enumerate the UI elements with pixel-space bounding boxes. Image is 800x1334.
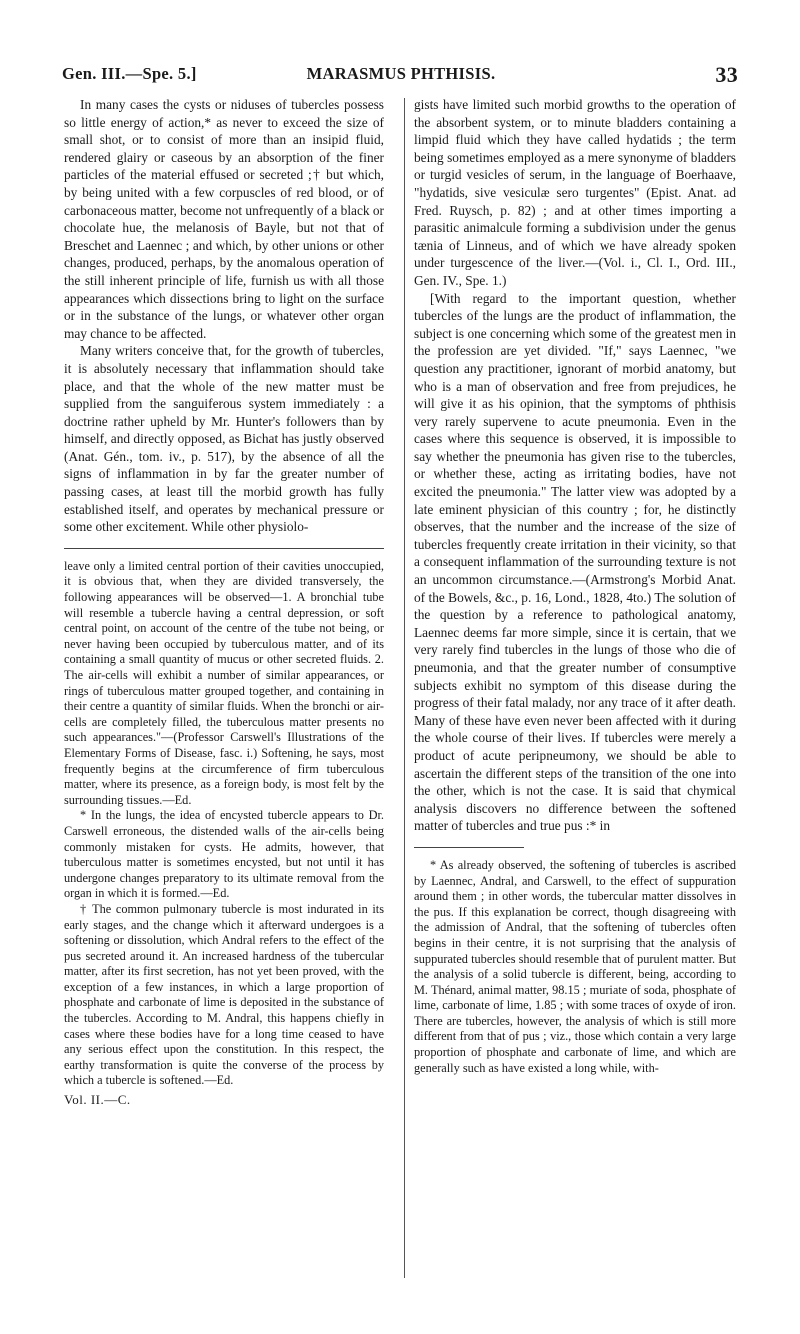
- running-head: [62, 62, 740, 86]
- body-paragraph: [With regard to the important question, whether tubercles of the lungs are the product of inflammation, the subject is one concerning which some of the greatest men in the profession are yet divided. "If," says Laennec, "we question any practitioner, ignorant of morbid anatomy, but who is a man of observation and free from prejudices, he will give it as his opinion, that the symptoms of phthisis very rarely supervene to acute pneumonia. Even in the cases where this sequence is observed, it is impossible to say whether the pneumonia has given rise to the tubercles, or whether these, acting as irritating bodies, have not excited the pneumonia." The latter view was adopted by a late eminent physician of this country ; for, he distinctly observes, that the number and the increase of the size of tubercles frequently create irritation in their vicinity, so that a consequent inflammation of the surrounding texture is not an uncommon circumstance.—(Armstrong's Morbid Anat. of the Bowels, &c., p. 16, Lond., 1828, 4to.) The solution of the question by a reference to pathological anatomy, Laennec deems far more simple, since it is certain, that we very rarely find tubercles in the lungs of those who die of pneumonia, and that the greater number of consumptive subjects exhibit no symptom of this disease during the progress of their fatal malady, nor any trace of it after death. Many of these have even never been affected with it during the whole course of their lives. If tubercles were merely a product of acute peripneumony, we should be able to ascertain the different steps of the transition of the one into the other, which is not the case. It is said that chymical analysis discovers no difference between the softened matter of tubercles and true pus :* in: [414, 290, 736, 834]
- left-column: [64, 96, 384, 1109]
- footnote: † The common pulmonary tubercle is most indurated in its early stages, and the change which it afterward undergoes is a softening or dissolution, which Andral refers to the effect of the pus secreted around it. An increased hardness of the tubercular matter, after its first secretion, has not yet been proved, with the exception of a few instances, in which a large proportion of phosphate and carbonate of lime is deposited in the substance of the tubercles. According to M. Andral, this happens chiefly in cases where these bodies have for a long time ceased to have any serious effect upon the constitution. In this respect, the earthy transformation is quite the converse of the process by which a tubercle is softened.—Ed.: [64, 901, 384, 1088]
- body-paragraph: gists have limited such morbid growths to the operation of the absorbent system, or to minute bladders containing a limpid fluid which they have called hydatids ; the term being sometimes employed as a mere synonyme of bladders or turgid vesicles of serum, in the language of Boerhaave, "hydatids, sive vesiculæ sero turgentes" (Epist. Anat. ad Fred. Ruysch, p. 82) ; and at other times importing a parasitic animalcule forming a subdivision under the genus tænia of Linneus, and of which we have already spoken under turgescence of the liver.—(Vol. i., Cl. I., Ord. III., Gen. IV., Spe. 1.): [414, 97, 736, 288]
- section-reference: Gen. III.—Spe. 5.]: [62, 64, 197, 83]
- page-number: 33: [715, 62, 738, 87]
- footnote: * As already observed, the softening of tubercles is ascribed by Laennec, Andral, and Carswell, to the effect of suppuration around them ; in other words, the tubercular matter dissolves in the pus. If this explanation be correct, though disagreeing with the admission of Andral, that the softening of tubercles often begins in their centre, it is not surprising that the analysis of suppurated tubercles should resemble that of purulent matter. But the analysis of a solid tubercle is different, being, according to M. Thénard, animal matter, 98.15 ; muriate of soda, phosphate of lime, carbonate of lime, 1.85 ; with some traces of oxyde of iron. There are tubercles, however, the analysis of which is still more different from that of pus ; viz., those which contain a very large proportion of phosphate and carbonate of lime, and which are generally such as have existed a long while, with-: [414, 857, 736, 1075]
- signature-mark: Vol. II.—C.: [64, 1092, 131, 1108]
- page-title: MARASMUS PHTHISIS.: [306, 64, 496, 83]
- footnote-continued: leave only a limited central portion of their cavities unoccupied, it is obvious that, when they are divided transversely, the following appearances will be observed—1. A bronchial tube will resemble a tubercle having a central depression, or soft central point, on account of the centre of the tube not being, or never having been occupied by tuberculous matter, and of its containing a small quantity of mucus or other secreted fluids. 2. The air-cells will exhibit a number of similar appearances, or rings of tuberculous matter grouped together, and containing in their centre a quantity of similar fluids. When the bronchi or air-cells are completely filled, the tuberculous matter presents no such appearances."—(Professor Carswell's Illustrations of the Elementary Forms of Disease, fasc. i.) Softening, he says, most frequently begins at the circumference of firm tuberculous matter, where its presence, as a foreign body, is most felt by the surrounding tissues.—Ed.: [64, 558, 384, 807]
- right-column: [414, 96, 736, 1076]
- footnote: * In the lungs, the idea of encysted tubercle appears to Dr. Carswell erroneous, the distended walls of the air-cells being commonly mistaken for cysts. He admits, however, that tuberculous matter is sometimes encysted, but not until it has undergone changes preparatory to its ultimate removal from the organ in which it is formed.—Ed.: [64, 808, 384, 901]
- footnote-divider: [64, 548, 384, 549]
- body-paragraph: Many writers conceive that, for the growth of tubercles, it is absolutely necessary that inflammation should take place, and that the whole of the new matter must be supplied from the sanguiferous system immediately : a doctrine rather upheld by Mr. Hunter's followers than by himself, and directly opposed, as Bichat has justly observed (Anat. Gén., tom. iv., p. 517), by the absence of all the signs of inflammation in by far the greater number of passing cases, at least till the morbid growth has fully established itself, and operates by mechanical pressure or some other excitement. While other physiolo-: [64, 343, 384, 535]
- column-divider: [404, 98, 405, 1278]
- footnote-divider: [414, 847, 524, 848]
- body-paragraph: In many cases the cysts or niduses of tubercles possess so little energy of action,* as never to exceed the size of small shot, or to consist of more than an insipid fluid, rendered glairy or caseous by an absorption of the finer particles of the material effused or secreted ;† but which, by being united with a few corpuscles of red blood, or of carbonaceous matter, become not unfrequently of a black or chocolate hue, the melanosis of Bayle, but not that of Breschet and Laennec ; and which, by other unions or other changes, produced, perhaps, by the anomalous operation of the still inherent principle of life, furnish us with all those appearances which dissections bring to light on the surface or in the substance of the lungs, or whatever other organ may chance to be affected.: [64, 97, 384, 341]
